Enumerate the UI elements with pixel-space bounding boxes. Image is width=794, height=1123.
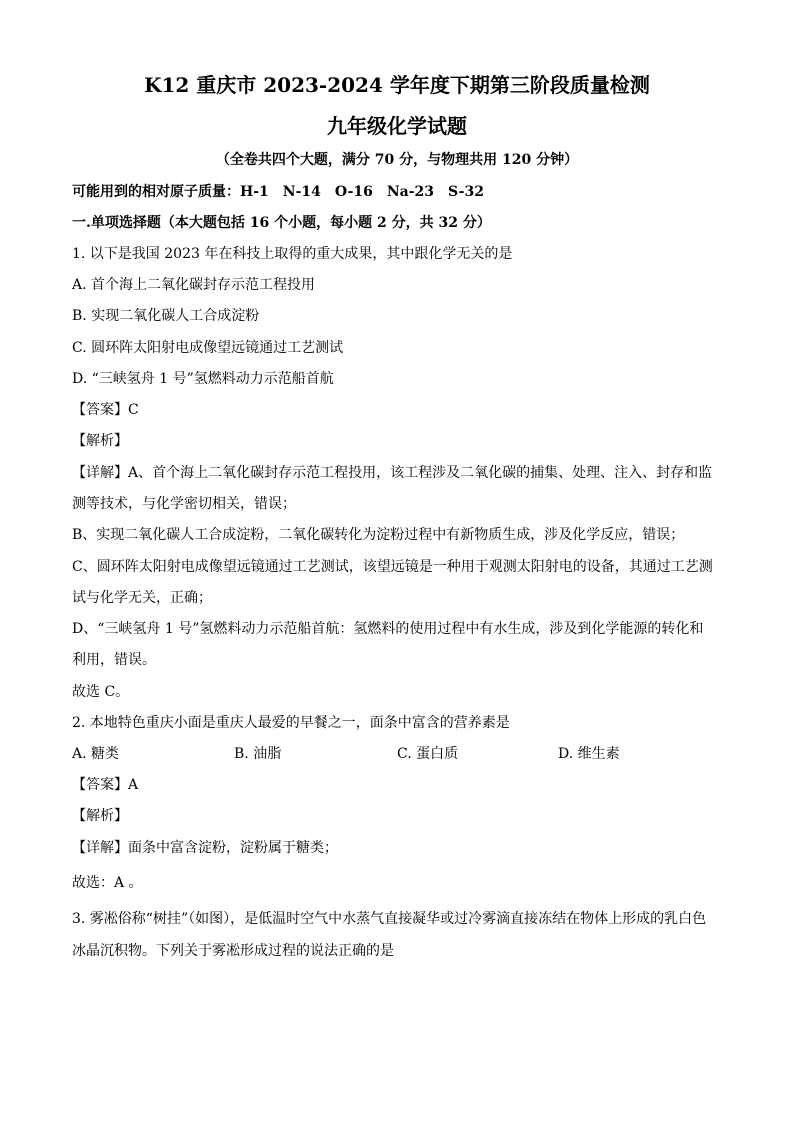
- question-3-stem: 3. 雾凇俗称“树挂”（如图），是低温时空气中水蒸气直接凝华或过冷雾滴直接冻结在物体上形成的乳白色: [72, 911, 707, 927]
- question-1-stem: 1. 以下是我国 2023 年在科技上取得的重大成果，其中跟化学无关的是: [72, 246, 513, 262]
- question-1-option-a: A. 首个海上二氧化碳封存示范工程投用: [72, 277, 316, 293]
- question-1-answer: 【答案】C: [72, 402, 139, 418]
- question-2-answer: 【答案】A: [72, 777, 139, 793]
- question-1-option-d: D. “三峡氢舟 1 号”氢燃料动力示范船首航: [72, 371, 334, 387]
- question-2-option-b: B. 油脂: [234, 746, 282, 762]
- question-1-detail-line: 利用，错误。: [72, 652, 156, 668]
- exam-note: （全卷共四个大题，满分 70 分，与物理共用 120 分钟）: [215, 152, 579, 168]
- section-title: 一.单项选择题（本大题包括 16 个小题，每小题 2 分，共 32 分）: [72, 215, 491, 231]
- question-1-detail-line: 【详解】A、首个海上二氧化碳封存示范工程投用，该工程涉及二氧化碳的捕集、处理、注入、封存和监: [72, 465, 713, 481]
- question-1-option-c: C. 圆环阵太阳射电成像望远镜通过工艺测试: [72, 340, 344, 356]
- question-1-detail-line: D、“三峡氢舟 1 号”氢燃料动力示范船首航：氢燃料的使用过程中有水生成，涉及到化学能源的转化和: [72, 621, 704, 637]
- question-1-detail-line: 试与化学无关，正确；: [72, 590, 212, 606]
- exam-subtitle: 九年级化学试题: [327, 114, 467, 138]
- question-1-conclusion: 故选 C。: [72, 684, 130, 700]
- question-1-detail-line: C、圆环阵太阳射电成像望远镜通过工艺测试，该望远镜是一种用于观测太阳射电的设备，其通过工艺测: [72, 559, 713, 575]
- question-2-option-c: C. 蛋白质: [397, 746, 459, 762]
- question-2-option-a: A. 糖类: [72, 746, 120, 762]
- question-2-analysis-label: 【解析】: [72, 808, 128, 824]
- question-1-detail-line: B、实现二氧化碳人工合成淀粉，二氧化碳转化为淀粉过程中有新物质生成，涉及化学反应，错误；: [72, 527, 685, 543]
- exam-title: K12 重庆市 2023-2024 学年度下期第三阶段质量检测: [144, 73, 650, 97]
- question-1-analysis-label: 【解析】: [72, 433, 128, 449]
- question-3-stem-continued: 冰晶沉积物。下列关于雾凇形成过程的说法正确的是: [72, 943, 394, 959]
- question-2-option-d: D. 维生素: [558, 746, 620, 762]
- question-2-conclusion: 故选：A 。: [72, 875, 143, 891]
- question-1-option-b: B. 实现二氧化碳人工合成淀粉: [72, 308, 260, 324]
- question-2-stem: 2. 本地特色重庆小面是重庆人最爱的早餐之一，面条中富含的营养素是: [72, 715, 510, 731]
- atomic-masses: 可能用到的相对原子质量：H-1 N-14 O-16 Na-23 S-32: [72, 184, 484, 200]
- question-2-detail: 【详解】面条中富含淀粉，淀粉属于糖类；: [72, 840, 338, 856]
- question-1-detail-line: 测等技术，与化学密切相关，错误；: [72, 496, 296, 512]
